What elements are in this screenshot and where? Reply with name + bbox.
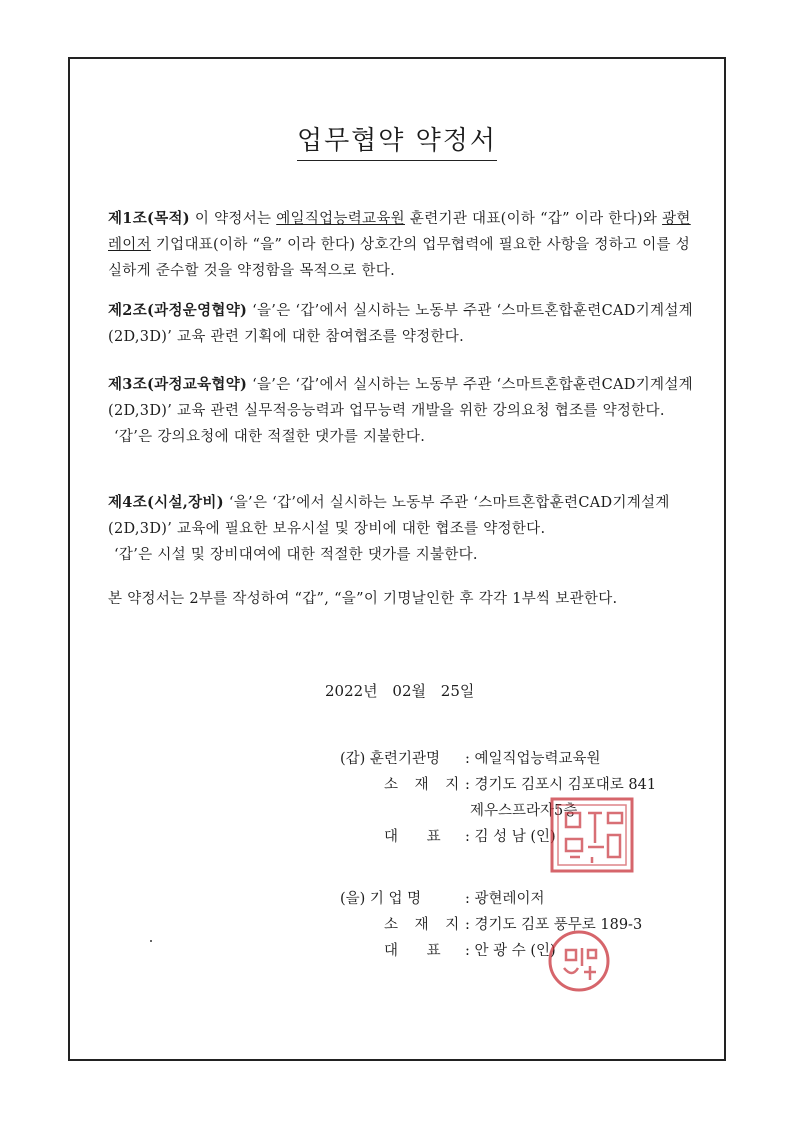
party-a-address-line2: 제우스프라자5층 <box>470 803 578 819</box>
clause-4-note: ‘갑’은 시설 및 장비대여에 대한 적절한 댓가를 지불한다. <box>114 547 478 563</box>
party-b-address: : 경기도 김포 풍무로 189-3 <box>465 917 643 933</box>
document-title: 업무협약 약정서 <box>0 120 794 157</box>
clause-1-party-b: 광현레이저 <box>108 211 691 253</box>
clause-1-text: 훈련기관 대표(이하 “갑” 이라 한다)와 <box>404 211 663 227</box>
clause-2 <box>108 298 694 350</box>
contract-date: 2022년 02월 25일 <box>325 682 475 700</box>
party-b-address-label: 소 재 지 <box>384 917 466 933</box>
party-b-label: (을) 기 업 명 <box>340 891 422 907</box>
clause-4 <box>108 490 694 568</box>
clause-4-heading: 제4조(시설,장비) <box>108 494 224 511</box>
clause-3 <box>108 372 694 450</box>
party-b-seal <box>546 928 612 994</box>
clause-1-text: 기업대표(이하 “을” 이라 한다) 상호간의 업무협력에 필요한 사항을 정하고 이를 성실하게 준수할 것을 약정함을 목적으로 한다. <box>108 237 691 279</box>
clause-1-heading: 제1조(목적) <box>108 210 190 227</box>
scan-speck <box>150 940 152 942</box>
clause-4-text: ‘을’은 ‘갑’에서 실시하는 노동부 주관 ‘스마트혼합훈련CAD기계설계(2D,3D)’ 교육에 필요한 보유시설 및 장비에 대한 협조를 약정한다. <box>108 495 670 537</box>
clause-3-text: ‘을’은 ‘갑’에서 실시하는 노동부 주관 ‘스마트혼합훈련CAD기계설계(2D,3D)’ 교육 관련 실무적응능력과 업무능력 개발을 위한 강의요청 협조를 약정한다. <box>108 377 693 419</box>
party-b-rep-label: 대 표 <box>384 943 441 959</box>
clause-1-party-a: 예일직업능력교육원 <box>276 211 405 227</box>
party-a-address-label: 소 재 지 <box>384 777 466 793</box>
clause-2-text: ‘을’은 ‘갑’에서 실시하는 노동부 주관 ‘스마트혼합훈련CAD기계설계(2D,3D)’ 교육 관련 기획에 대한 참여협조를 약정한다. <box>108 303 693 345</box>
party-a-address: : 경기도 김포시 김포대로 841 <box>465 777 657 793</box>
clause-1 <box>108 206 694 284</box>
party-a-seal <box>548 795 636 875</box>
clause-3-heading: 제3조(과정교육협약) <box>108 376 248 393</box>
party-a-representative: : 김 성 남 (인) <box>465 829 556 845</box>
party-a-name: : 예일직업능력교육원 <box>465 751 601 767</box>
clause-1-text: 이 약정서는 <box>189 211 277 227</box>
clause-2-heading: 제2조(과정운영협약) <box>108 302 248 319</box>
party-a-rep-label: 대 표 <box>384 829 441 845</box>
party-b-name: : 광현레이저 <box>465 891 545 907</box>
clause-3-note: ‘갑’은 강의요청에 대한 적절한 댓가를 지불한다. <box>114 429 426 445</box>
party-a-label: (갑) 훈련기관명 <box>340 751 440 767</box>
closing-statement: 본 약정서는 2부를 작성하여 “갑”, “을”이 기명날인한 후 각각 1부씩 보관한다. <box>108 591 618 607</box>
party-b-representative: : 안 광 수 (인) <box>465 943 556 959</box>
